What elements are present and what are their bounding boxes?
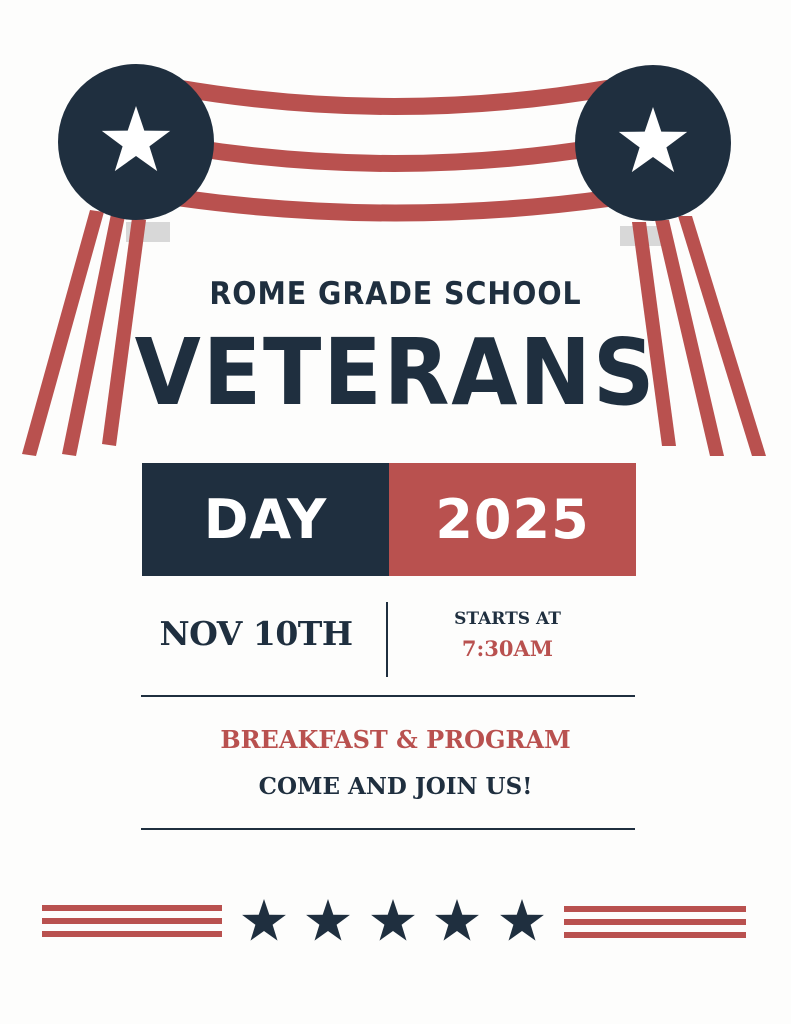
footer-decoration	[0, 885, 791, 955]
footer-stars	[242, 899, 544, 941]
star-icon	[242, 899, 286, 941]
footer-stripes-left	[42, 905, 222, 937]
star-icon	[371, 899, 415, 941]
event-description: BREAKFAST & PROGRAM	[220, 725, 571, 754]
star-icon	[435, 899, 479, 941]
day-label: DAY	[203, 488, 328, 551]
event-date: NOV 10TH	[159, 614, 353, 653]
divider-vertical	[386, 602, 388, 677]
divider-top	[141, 695, 635, 697]
tagline: COME AND JOIN US!	[258, 773, 533, 800]
day-label-box	[142, 463, 389, 576]
year-box	[389, 463, 636, 576]
right-star-medallion	[575, 65, 731, 221]
star-icon	[500, 899, 544, 941]
year-label: 2025	[435, 488, 590, 551]
star-icon	[306, 899, 350, 941]
footer-stripes-right	[564, 906, 746, 938]
headline: VETERANS	[134, 319, 657, 426]
bunting-stripes	[178, 88, 612, 213]
left-star-medallion	[58, 64, 214, 220]
starts-at-label: STARTS AT	[454, 609, 561, 629]
school-name: ROME GRADE SCHOOL	[209, 276, 582, 312]
divider-bottom	[141, 828, 635, 830]
start-time: 7:30AM	[461, 636, 554, 661]
